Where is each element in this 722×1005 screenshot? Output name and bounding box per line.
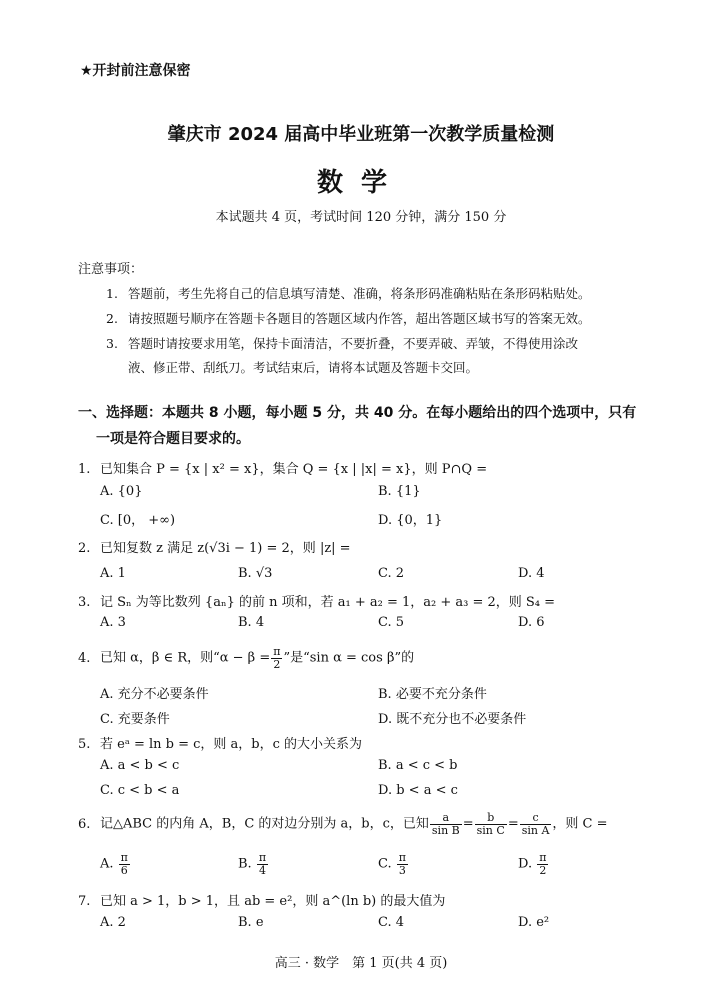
option-b: B. √3 [238, 566, 273, 581]
option-b [238, 852, 269, 876]
subject-title: 数学 [316, 168, 405, 198]
option-c: C. 2 [378, 566, 405, 581]
fraction-numerator: b [475, 812, 507, 825]
notice-heading: 注意事项： [78, 262, 144, 277]
question-7 [78, 890, 445, 909]
option-a: A. 2 [100, 915, 126, 930]
option-b: B. {1} [378, 484, 421, 499]
fraction-denominator: 6 [120, 863, 128, 877]
question-stem: 已知复数 z 满足 z(√3i − 1) = 2，则 |z| = [100, 541, 351, 556]
section-heading-cont: 一项是符合题目要求的。 [96, 431, 250, 447]
fraction-denominator: 4 [258, 863, 266, 877]
fraction-denominator: 2 [273, 657, 281, 671]
option-d: D. 既不充分也不必要条件 [378, 712, 527, 727]
notice-text: 答题前，考生先将自己的信息填写清楚、准确，将条形码准确粘贴在条形码粘贴处。 [128, 286, 591, 301]
exam-info: 本试题共 4 页，考试时间 120 分钟，满分 150 分 [215, 210, 507, 225]
option-c: C. [0， +∞) [100, 513, 176, 528]
fraction-denominator: sin C [476, 823, 505, 837]
fraction-denominator: sin A [521, 823, 550, 837]
option-a: A. 3 [100, 615, 126, 630]
notice-num: 1. [106, 286, 118, 301]
question-1 [78, 458, 487, 477]
option-label: D. [518, 856, 533, 872]
question-5 [78, 733, 362, 752]
fraction-numerator: a [430, 812, 462, 825]
fraction [257, 852, 268, 876]
fraction [537, 852, 548, 876]
fraction-denominator: 2 [539, 863, 547, 877]
exam-title: 肇庆市 2024 届高中毕业班第一次教学质量检测 [167, 124, 555, 145]
question-stem-pre: 记△ABC 的内角 A，B，C 的对边分别为 a，b，c，已知 [100, 816, 429, 832]
notice-num: 3. [106, 336, 118, 351]
section-heading: 一、选择题：本题共 8 小题，每小题 5 分，共 40 分。在每小题给出的四个选项中，只有 [78, 405, 637, 421]
question-4 [78, 646, 414, 670]
option-a: A. 1 [100, 566, 126, 581]
option-a [100, 852, 131, 876]
fraction-numerator: c [520, 812, 552, 825]
question-number: 7. [78, 894, 91, 909]
option-label: A. [100, 856, 114, 872]
option-label: B. [238, 856, 252, 872]
notice-item [106, 284, 591, 302]
notice-text: 液、修正带、刮纸刀。考试结束后，请将本试题及答题卡交回。 [128, 360, 479, 375]
option-c: C. c < b < a [100, 783, 180, 798]
option-c: C. 充要条件 [100, 712, 170, 727]
notice-text: 请按照题号顺序在答题卡各题目的答题区域内作答，超出答题区域书写的答案无效。 [128, 311, 591, 326]
fraction-numerator: π [539, 851, 547, 864]
fraction-denominator: 3 [398, 863, 406, 877]
question-number: 4. [78, 650, 91, 666]
option-d [518, 852, 549, 876]
option-d: D. {0，1} [378, 513, 443, 528]
option-a: A. 充分不必要条件 [100, 687, 209, 702]
confidential-note: ★开封前注意保密 [80, 63, 191, 79]
fraction-numerator: π [258, 851, 267, 864]
question-stem-pre: 已知 α，β ∈ R，则“α − β = [100, 650, 271, 666]
option-b: B. a < c < b [378, 758, 458, 773]
question-number: 6. [78, 816, 91, 832]
question-2 [78, 537, 351, 556]
question-stem: 若 eᵃ = ln b = c，则 a，b，c 的大小关系为 [100, 737, 363, 752]
question-stem: 已知 a > 1，b > 1，且 ab = e²，则 a^(ln b) 的最大值为 [100, 894, 446, 909]
option-b: B. 必要不充分条件 [378, 687, 487, 702]
question-6: 6. 记△ABC 的内角 A，B，C 的对边分别为 a，b，c，已知 $\frac{a}{\text{sin B}}$ = $\frac{b}{\text{sin C}}$ = $\frac{c}{\text{sin A}}$ ，则 C = [78, 811, 608, 837]
option-d: D. b < a < c [378, 783, 458, 798]
notice-item [106, 358, 478, 376]
fraction [397, 852, 408, 876]
option-b: B. e [238, 915, 264, 930]
notice-item [106, 309, 591, 327]
option-label: C. [378, 856, 392, 872]
notice-item [106, 334, 578, 352]
option-c: C. 5 [378, 615, 405, 630]
question-number: 2. [78, 541, 91, 556]
fraction [271, 646, 282, 670]
question-number: 5. [78, 737, 91, 752]
fraction [430, 812, 462, 836]
fraction-numerator: π [120, 851, 128, 864]
option-a: A. {0} [100, 484, 143, 499]
fraction [119, 852, 130, 876]
fraction [520, 812, 552, 836]
option-d: D. e² [518, 915, 550, 930]
question-number: 3. [78, 595, 91, 610]
question-stem: 已知集合 P = {x | x² = x}，集合 Q = {x | |x| = x}，则 P∩Q = [100, 462, 488, 477]
fraction-numerator: π [398, 851, 406, 864]
fraction-numerator: π [273, 645, 281, 658]
question-stem: 记 Sₙ 为等比数列 {aₙ} 的前 n 项和，若 a₁ + a₂ = 1，a₂ + a₃ = 2，则 S₄ = [100, 595, 556, 610]
option-a: A. a < b < c [100, 758, 180, 773]
option-d: D. 4 [518, 566, 545, 581]
option-d: D. 6 [518, 615, 545, 630]
notice-text: 答题时请按要求用笔，保持卡面清洁，不要折叠，不要弄破、弄皱，不得使用涂改 [128, 336, 579, 351]
notice-num: 2. [106, 311, 118, 326]
page-footer: 高三 · 数学 第 1 页(共 4 页) [274, 956, 448, 971]
option-c [378, 852, 409, 876]
question-stem-post: ”是“sin α = cos β”的 [283, 650, 415, 666]
fraction-denominator: sin B [431, 823, 460, 837]
question-3 [78, 591, 555, 610]
question-number: 1. [78, 462, 91, 477]
option-c: C. 4 [378, 915, 405, 930]
fraction [475, 812, 507, 836]
option-b: B. 4 [238, 615, 265, 630]
question-stem-post: ，则 C = [552, 816, 608, 832]
